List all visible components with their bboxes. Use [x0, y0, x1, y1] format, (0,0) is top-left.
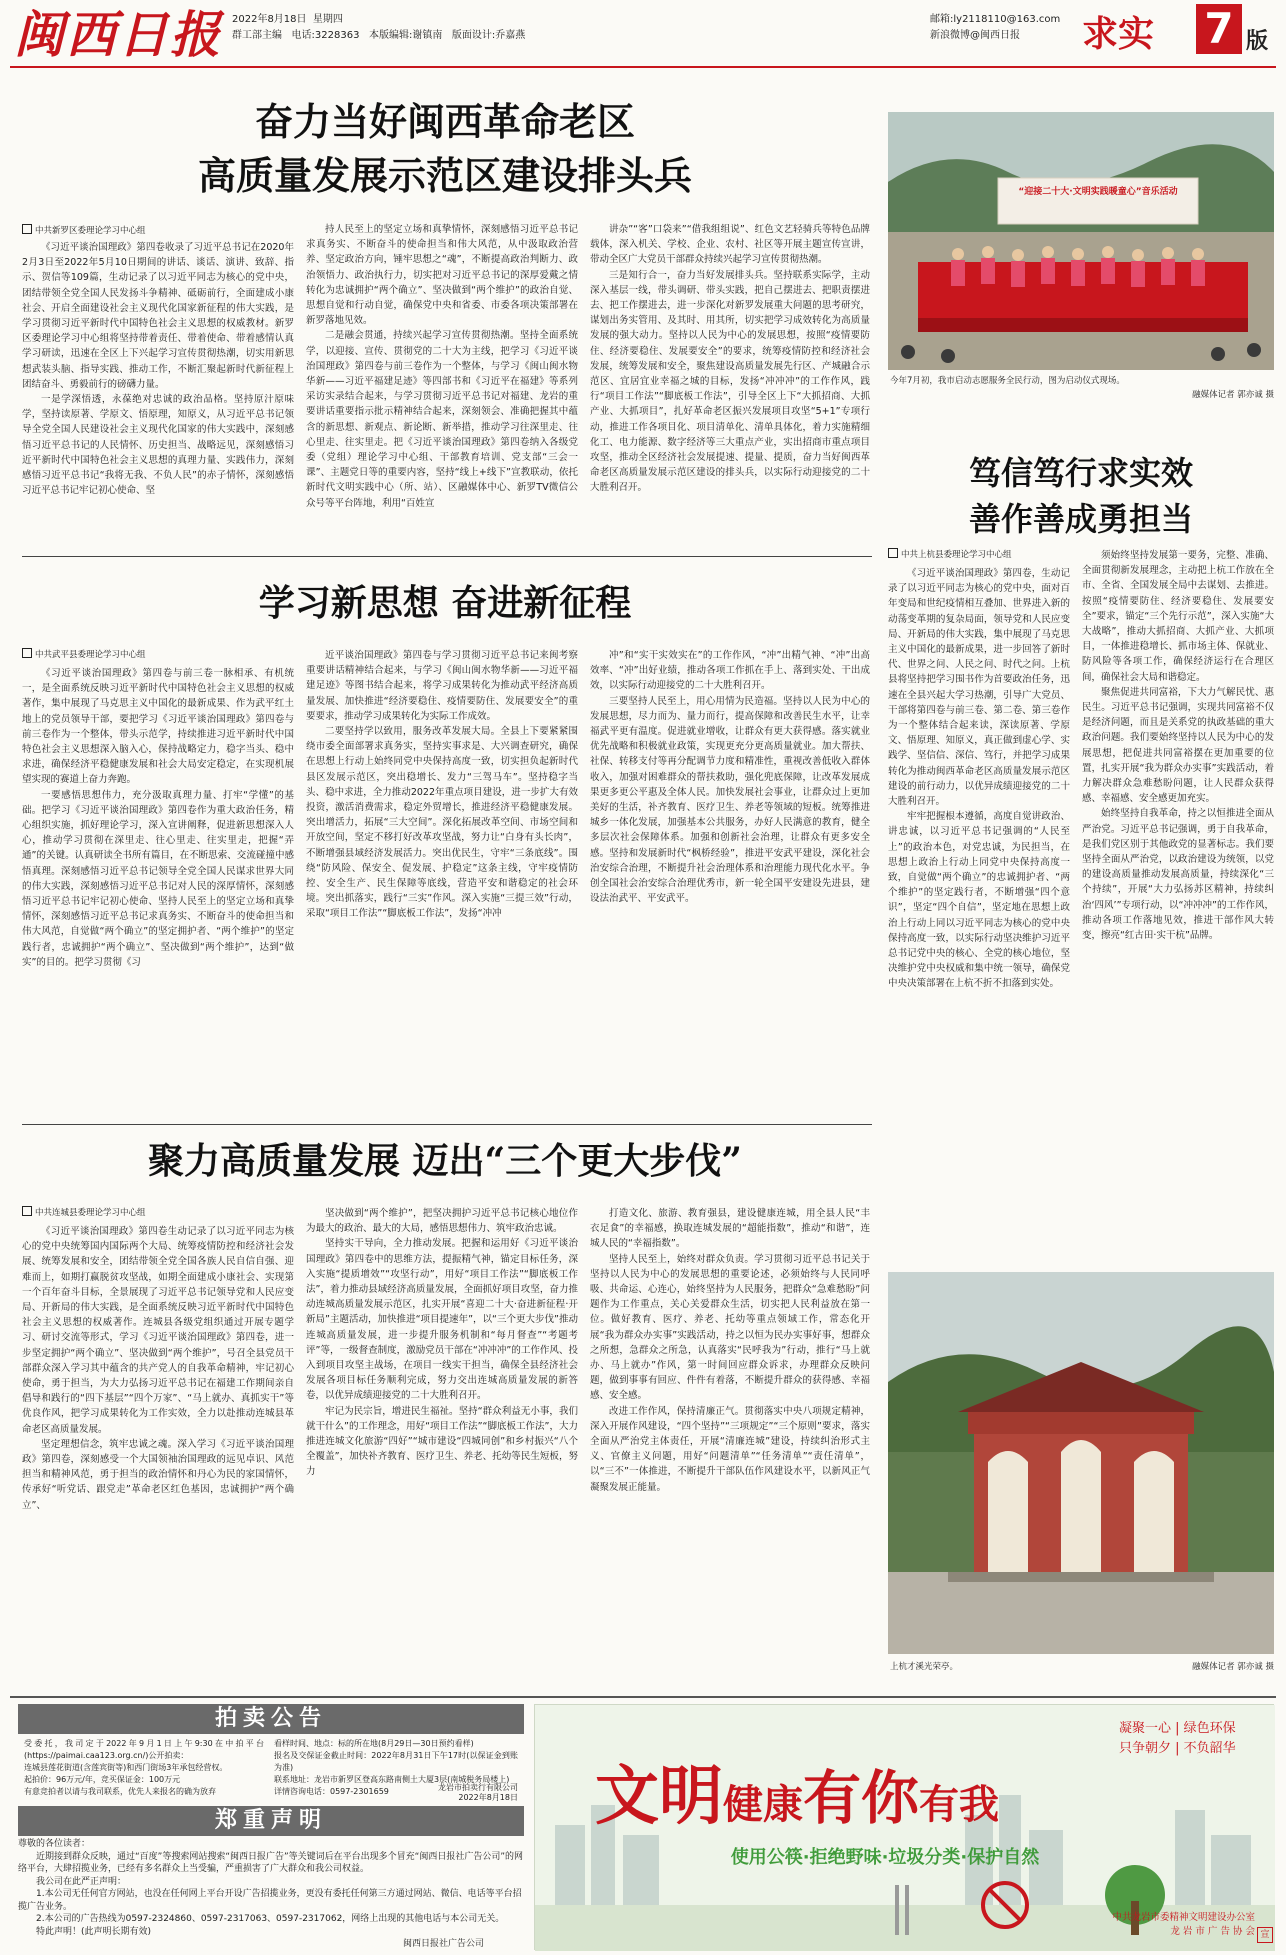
article1-col3-text-para: 三是知行合一，奋力当好发展排头兵。坚持联系实际学，主动深入基层一线，带头调研、带头实践，把自己摆进去、把职责摆进去、把工作摆进去，进一步深化对新罗发展重大问题的思考研究，谋划出务实管用、及其时、用其所，切实把学习成效转化为高质量发展的强大动力。坚持以人民为中心的发展思想，按照“疫情要防住、经济要稳住、发展要安全”的要求，统筹疫情防控和经济社会发展，统筹发展和安全，聚焦建设高质量发展先行区、产城融合示范区、宜居宜业幸福之城的目标，发扬“冲冲冲”的工作作风，践行“项目工作法”“脚底板工作法”，引导全区上下“大抓招商、大抓产业、大抓项目”，扎好革命老区振兴发展项目攻坚“5+1”专项行动，推进工作各项目化、项目清单化、清单具体化，着力实施精细化工、电力能源、数字经济等三大重点产业，实出招商市重点项目攻坚，推动全区经济社会发展提速、提量、提质，奋力当好闽西革命老区高质量发展示范区建设的排头兵，以实际行动迎接党的二十大胜利召开。 — [590, 269, 870, 494]
article2-byline: 中共武平县委理论学习中心组 — [22, 648, 292, 660]
article1-headline-line2: 高质量发展示范区建设排头兵 — [197, 153, 692, 198]
masthead-rule — [10, 66, 1276, 68]
issue-date: 2022年8月18日 — [232, 14, 307, 25]
article4-col2-text-para: 坚持实干导向，全力推动发展。把握和运用好《习近平谈治国理政》第四卷中的思维方法，提振精气神，锚定目标任务，深入实施“提质增效”“攻坚行动”，用好“项目工作法”“脚底板工作法”，着力推动县域经济高质量发展，全面抓好项目攻坚，奋力推动连城高质量发展示范区，扎实开展“喜迎二十大·奋进新征程·开新局”主题活动，加快推进“项目提速年”，以“三个更大步伐”推动连城高质量发展，进一步提升服务机制和“每月督查”“考题考评”等，一级督查制度，激励党员干部在“冲冲冲”的工作作风、投入到项目攻坚主战场，在项目一线实干担当，确保全县经济社会发展各项目标任务顺利完成，努力交出连城高质量发展的新答卷，以优异成绩迎接党的二十大胜利召开。 — [306, 1238, 578, 1402]
divider-a2-a4 — [22, 1124, 872, 1125]
article3-col2 — [1082, 548, 1274, 1258]
article2-col2 — [306, 648, 578, 1114]
ad-main-1: 文明 — [595, 1759, 723, 1834]
masthead-info-row1 — [232, 10, 343, 25]
article2-col1-text-para: 一要感悟思想伟力，充分汲取真理力量、打牢“学懂”的基础。把学习《习近平谈治国理政》第四卷作为重大政治任务，精心组织实施，抓好理论学习，深入宣讲阐释，促进新思想深入人心，推动学习贯彻在深里走、往心里走、往实里走，把握“弄通”的关键。认真研读全书所有篇目，在不断思索、交流碰撞中感悟真理。深刻感悟习近平总书记领导全党全国人民谋求世界大同的伟大实践，深刻感悟习近平总书记对人民的深厚情怀，深刻感悟习近平总书记牢记初心使命、坚持人民至上的坚定立场和真挚情怀，深刻感悟习近平总书记求真务实、不断奋斗的使命担当和伟大风范，自觉做“两个确立”的坚定拥护者、“两个维护”的坚定践行者，忠诚拥护“两个确立”、坚决做到“两个维护”，达到“做实”的目的。把学习贯彻《习 — [22, 789, 294, 968]
article4-byline: 中共连城县委理论学习中心组 — [22, 1206, 292, 1218]
declaration-paragraph1: 近期接到群众反映，通过“百度”等搜索网站搜索“闽西日报广告”等关键词后在平台出现多个冒充“闽西日报社广告公司”的网络平台，大肆招揽业务，已经有多名群众上当受骗，严重损害了广大群众和我公司权益。 — [18, 1851, 523, 1874]
article2-col1-text: 《习近平谈治国理政》第四卷与前三卷一脉相承、有机统一，是全面系统反映习近平新时代中国特色社会主义思想的权威著作，集中展现了马克思主义中国化的最新成果、作为武平红土地上的党员领导干部，要把学习《习近平谈治国理政》第四卷与前三卷作为一个整体，带头示范学，持续推进习近平新时代中国特色社会主义思想深入脑入心，保持战略定力，稳字当头、稳中求进，确保经济平稳健康发展和社会大局安定稳定，在实现机展望实现的赛道上奋力奔跑。 — [22, 668, 294, 786]
article4-col2-text-para: 牢记为民宗旨，增进民生福祉。坚持“群众利益无小事，我们就干什么”的工作理念，用好“项目工作法”“脚底板工作法”，大力推进连城文化旅游“四好”“城市建设“四城同创”和乡村振兴“八个全覆盖”，加快补齐教育、医疗卫生、养老、托幼等民生短板，努力 — [306, 1405, 578, 1478]
article4-col2-text: 坚决做到“两个维护”，把坚决拥护习近平总书记核心地位作为最大的政治、最大的大局，感悟思想伟力、筑牢政治忠诚。 — [306, 1208, 578, 1235]
ad-slogan-1a: 凝聚一心 — [1119, 1721, 1172, 1736]
declaration-body — [18, 1838, 524, 1950]
photo-caixi-pavilion — [888, 1272, 1274, 1654]
issue-weekday: 星期四 — [312, 14, 343, 25]
ad-slogan-2a: 只争朝夕 — [1119, 1741, 1172, 1756]
auction-date: 2022年8月18日 — [458, 1793, 518, 1802]
article2-col2-text-para: 二要坚持学以致用，服务改革发展大局。全县上下要紧紧围绕市委全面部署求真务实，坚持实事求是、大兴调查研究，确保在思想上行动上始终同党中央保持高度一致，切实担负起新时代县区发展示范区，突出稳增长、发力“三驾马车”。坚持稳字当头、稳中求进，全力推动2022年重点项目建设，进一步扩大有效投资，激活消费需求，稳定外贸增长，推进经济平稳健康发展。突出增活力，拓展“三大空间”。深化拓展改革空间、市场空间和开放空间，坚定不移打好改革攻坚战，努力让“白身有头长肉”，不断增强县域经济发展活力。突出优民生，守牢“三条底线”。围绕“防风险、保安全、促发展、护稳定”这条主线，守牢疫情防控、安全生产、民生保障等底线，营造平安和谐稳定的社会环境。突出抓落实，践行“三实”作风。深入实施“三提三效”行动，采取“项目工作法”“脚底板工作法”，发扬“冲冲 — [306, 726, 578, 920]
declaration-salutation: 尊敬的各位读者： — [18, 1839, 91, 1849]
article4-col2 — [306, 1206, 578, 1694]
article3-col1 — [888, 566, 1070, 1258]
article1-col1 — [22, 240, 294, 546]
ad-slogan-2b: 不负韶华 — [1183, 1741, 1236, 1756]
auction-right-text: 看样时间、地点：标的所在地(8月29日—30日预约看样) 报名及交保证金截止时间：2022年8月31日下午17时(以保证金到账为准) 联系地址：龙岩市新罗区登高东路南侧土大厦3层(南城税务局楼上) 详情咨询电话：0597-2301659 — [274, 1739, 518, 1796]
declaration-bar — [18, 1806, 524, 1836]
article3-col2-text-para: 始终坚持自我革命，持之以恒推进全面从严治党。习近平总书记强调，勇于自我革命，是我们党区别于其他政党的显著标志。我们要坚持全面从严治党，以政治建设为统领，以党的建设高质量推动发展高质量，持续深化“三个持续”，开展“大力弘扬苏区精神，持续纠治‘四风’”专项行动，以“冲冲冲”的工作作风，推动各项工作落地见效，推进干部作风大转变，擦亮“红古田·实干杭”品牌。 — [1082, 808, 1274, 942]
ceremony-banner-text: “迎接二十大·文明实践暖童心”音乐活动 — [1018, 187, 1178, 197]
article4-col3 — [590, 1206, 870, 1694]
article3-headline-line2: 善作善成勇担当 — [968, 500, 1193, 538]
page-number-box: 7 — [1196, 4, 1242, 54]
article2-col1 — [22, 666, 294, 1114]
auction-title: 拍卖公告 — [214, 1706, 327, 1731]
auction-company: 龙岩市拍卖行有限公司 — [438, 1783, 518, 1792]
page-suffix: 版 — [1246, 29, 1269, 54]
paper-logo: 闽西日报 — [14, 5, 222, 64]
article4-col3-text-para: 改进工作作风，保持清廉正气。贯彻落实中央八项规定精神，深入开展作风建设，“四个坚持”“三项规定”“三个原则”要求，落实全面从严治党主体责任，开展“清廉连城”建设，持续纠治形式主义、官僚主义问题，用好“问题清单”“任务清单”“责任清单”，以“三不”一体推进，不断提升干部队伍作风建设水平，以新风正气凝聚发展正能量。 — [590, 1405, 870, 1493]
article2-headline: 学习新思想 奋进新征程 — [258, 582, 632, 624]
ad-main-4: 有我 — [919, 1781, 1000, 1828]
article4-headline: 聚力高质量发展 迈出“三个更大步伐” — [148, 1140, 742, 1182]
masthead — [0, 0, 1286, 84]
article1-col3-text: 讲杂”“客”口袋来”“借我组组说”、红色文艺轻骑兵等特色品牌载体，深入机关、学校、企业、农村、社区等开展主题宣传宣讲，带动全区广大党员干部群众持续兴起学习宣传贯彻热潮。 — [590, 224, 870, 266]
article4-col1-text: 《习近平谈治国理政》第四卷生动记录了以习近平同志为核心的党中央统筹国内国际两个大局、统筹疫情防控和经济社会发展、统筹发展和安全，团结带领全党全国各族人民自信自强、迎难而上，如期打赢脱贫攻坚战，如期全面建成小康社会、实现第一个百年奋斗目标，全景展现了习近平总书记领导党和人民应变局、开新局的伟大实践，是全面系统反映习近平新时代中国特色社会主义思想的权威著作。连城县各级党组织通过开展专题学习、研讨交流等形式，学习《习近平谈治国理政》第四卷，进一步坚定拥护“两个确立”、坚决做到“两个维护”，号召全县党员干部群众深入学习其中蕴含的共产党人的自我革命精神，牢记初心使命，勇于担当，为大力弘扬习近平总书记在福建工作期间亲自倡导和践行的“四下基层”“四个万家”、“马上就办、真抓实干”等优良作风，把学习成果转化为工作实效，全力以赴推动连城县革命老区高质量发展。 — [22, 1226, 294, 1435]
photo-volunteer-ceremony — [888, 112, 1274, 370]
article3-headline-line1: 笃信笃行求实效 — [968, 454, 1193, 492]
ad-main-title — [595, 1745, 1115, 1845]
ad-main-2: 健康 — [723, 1781, 803, 1828]
article2-col3 — [590, 648, 870, 1114]
ad-slogan-row1: 凝聚一心 | 绿色环保 — [1119, 1721, 1236, 1736]
page-editor: 本版编辑:谢镇南 — [369, 30, 443, 41]
civilization-ad — [534, 1704, 1274, 1950]
ad-slogan-row2: 只争朝夕 | 不负韶华 — [1119, 1741, 1236, 1756]
declaration-item2: 2.本公司的广告热线为0597-2324860、0597-2317063、0597-2317062，网络上出现的其他电话与本公司无关。 — [36, 1914, 505, 1924]
article1-col3 — [590, 222, 870, 546]
article4-col3-text: 打造文化、旅游、教育强县，建设健康连城，用全县人民“丰衣足食”的幸福感，换取连城发展的“超能指数”，推动“和谐”，连城人民的“幸福指数”。 — [590, 1208, 870, 1250]
photo-ceremony-illustration — [888, 112, 1274, 370]
masthead-info-row2 — [232, 26, 525, 41]
masthead-email: 邮箱:ly2118110@163.com — [930, 14, 1061, 25]
page-designer: 版面设计:乔嘉燕 — [451, 30, 526, 41]
photo1-credit: 融媒体记者 郭亦诚 摄 — [1192, 390, 1274, 400]
article1-headline-line1: 奋力当好闽西革命老区 — [254, 99, 635, 144]
duty-editor: 群工部主编 — [232, 30, 282, 41]
article3-col2-text-para: 聚焦促进共同富裕，下大力气解民忧、惠民生。习近平总书记强调，实现共同富裕不仅是经济问题，而且是关系党的执政基础的重大政治问题。我们要始终坚持以人民为中心的发展思想，把促进共同富裕摆在更加重要的位置，扎实开展“我为群众办实事”实践活动，着力解决群众急难愁盼问题，让人民群众获得感、幸福感、安全感更加充实。 — [1082, 686, 1274, 805]
article1-col2 — [306, 222, 578, 546]
article4-col3-text-para: 坚持人民至上，始终对群众负责。学习贯彻习近平总书记关于坚持以人民为中心的发展思想的重要论述，必须始终与人民同呼吸、共命运、心连心，始终坚持为人民服务，把群众“急难愁盼”问题作为工作重点，关心关爱群众生活，切实把人民利益放在第一位。做好教育、医疗、养老、托幼等重点领域工作，常态化开展“我为群众办实事”实践活动，持之以恒为民办实事好事，想群众之所想，急群众之所急，认真落实“民呼我为”行动，推行“马上就办、马上就办”作风，第一时间回应群众诉求，办理群众反映问题，做到事事有回应、件件有着落，不断提升群众的获得感、幸福感、安全感。 — [590, 1253, 870, 1402]
declaration-heading: 郑重声明 — [214, 1808, 327, 1833]
declaration-paragraph2: 我公司在此严正声明： — [36, 1876, 127, 1887]
declaration-closing: 特此声明！(此声明长期有效) — [36, 1926, 152, 1937]
ad-slogan-1b: 绿色环保 — [1183, 1721, 1236, 1736]
masthead-weibo: 新浪微博@闽西日报 — [930, 30, 1020, 41]
article1-col2-text-para: 二是融会贯通，持续兴起学习宣传贯彻热潮。坚持全面系统学，以迎接、宣传、贯彻党的二十大为主线，把学习《习近平谈治国理政》第四卷与前三卷作为一个整体，与学习《闽山闽水物华新——习近平福建足迹》等四部书和《习近平在福建》等系列采访实录结合起来，与学习贯彻习近平总书记对福建、龙岩的重要讲话重要指示批示精神结合起来，深刻领会、准确把握其中蕴含的新思想、新观点、新论断、新举措，推动学习往深里走、往心里走、往实里走。把《习近平谈治国理政》第四卷纳入各级党委（党组）理论学习中心组、干部教育培训、党支部“三会一课”、主题党日等的重要内容，坚持“线上+线下”宣教联动，依托新时代文明实践中心（所、站）、区融媒体中心、新罗TV微信公众号等平台阵地，利用“百姓宣 — [306, 330, 578, 509]
article3-col1-text: 《习近平谈治国理政》第四卷，生动记录了以习近平同志为核心的党中央，面对百年变局和世纪疫情相互叠加、世界进入新的动荡变革期的复杂局面，领导党和人民应变局、开新局的伟大实践，集中展现了马克思主义中国化的最新成果，进一步回答了新时代、世界之问、人民之问、时代之问。上杭县将坚持把学习围书作为首要政治任务，迅速在全县兴起大学习热潮，引导广大党员、干部将第四卷与前三卷、第二卷、第三卷作为一个整体结合起来读，深读原著、学原文、悟原理、知原义，真正做到虚心学、实践学、坚信信、深信、笃行，并把学习成果转化为推动闽西革命老区高质量发展示范区建设的前行动力，以优异成绩迎接党的二十大胜利召开。 — [888, 568, 1070, 808]
article1-byline: 中共新罗区委理论学习中心组 — [22, 224, 292, 236]
photo2-credit: 融媒体记者 郭亦诚 摄 — [1192, 1662, 1274, 1672]
ad-sub-slogan: 使用公筷·拒绝野味·垃圾分类·保护自然 — [730, 1847, 1040, 1868]
ad-seal: 宣 — [1257, 1927, 1273, 1943]
article3-col2-text: 须始终坚持发展第一要务，完整、准确、全面贯彻新发展理念，主动把上杭工作放在全市、全省、全国发展全局中去谋划、去推进。按照“疫情要防住、经济要稳住、发展要安全”要求，锚定“三个先行示范”，深入实施“大大战略”，推动大抓招商、大抓产业、大抓项目，一体推进稳增长、抓市场主体、保就业、防风险等各项工作，确保经济运行在合理区间，确保社会大局和谐稳定。 — [1082, 550, 1274, 683]
ad-sponsor-2: 龙 岩 市 广 告 协 会 — [1170, 1926, 1255, 1937]
ad-sponsors — [1065, 1911, 1255, 1939]
article1-col1-text-para: 一是学深悟透，永葆绝对忠诚的政治品格。坚持原汁原味学，坚持读原著、学原文、悟原理，知原义，从习近平总书记领导全党全国人民建设社会主义现代化国家的伟大实践中，深刻感悟习近平总书记的人民情怀、历史担当、战略远见，深刻感悟习近平新时代中国特色社会主义思想的真理力量、实践伟力，深刻感悟习近平总书记“我将无我、不负人民”的赤子情怀，深刻感悟习近平总书记牢记初心使命、坚 — [22, 394, 294, 497]
auction-title-bar — [18, 1704, 524, 1734]
photo2-caption: 上杭才溪光荣亭。 — [890, 1662, 959, 1672]
article2-col2-text: 近平谈治国理政》第四卷与学习贯彻习近平总书记来闽考察重要讲话精神结合起来，与学习《闽山闽水物华新——习近平福建足迹》等图书结合起来，将学习成果转化为推动武平经济高质量发展、加快推进“经济要稳住、疫情要防住、发展要安全”的重要要求，推动学习成果转化为实际工作成效。 — [306, 650, 578, 722]
divider-bottom — [10, 1696, 1276, 1698]
article2-col3-text-para: 三要坚持人民至上，用心用情为民造福。坚持以人民为中心的发展思想，尽力而为、量力而行，提高保障和改善民生水平，让幸福武平更有温度。促进就业增收，让群众有更大获得感。落实就业优先战略和积极就业政策，实现更充分更高质量就业。加大帮扶、社保、转移支付等再分配调节力度和精准性，重视改善低收入群体收入，加强对困难群众的帮扶救助，强化兜底保障，让改革发展成果更多更公平惠及全体人民。加快发展社会事业，让群众过上更加美好的生活，补齐教育、医疗卫生、养老等领域的短板。统筹推进城乡一体化发展，加强基本公共服务，办好人民满意的教育，健全多层次社会保障体系。加强和创新社会治理，让群众有更多安全感。坚持和发展新时代“枫桥经验”，推进平安武平建设，深化社会治安综合治理，不断提升社会治理体系和治理能力现代化水平。争创全国社会治安综合治理优秀市，新一轮全国平安建设先进县，建设法治武平、平安武平。 — [590, 695, 870, 905]
article4-col1-text-para: 坚定理想信念，筑牢忠诚之魂。深入学习《习近平谈治国理政》第四卷，深刻感受一个大国领袖治国理政的远见卓识、风范担当和精神风范，勇于担当的政治情怀和丹心为民的家国情怀，传承好“听党话、跟党走”革命老区红色基因，忠诚拥护“两个确立”、 — [22, 1438, 294, 1511]
ad-sponsor-1: 中共龙岩市委精神文明建设办公室 — [1112, 1912, 1255, 1923]
photo1-caption: 今年7月初，我市启动志愿服务全民行动，图为启动仪式现场。 — [890, 376, 1125, 386]
auction-left-text: 受委托，我司定于2022年9月1日上午9:30在中拍平台(https://paimai.caa123.org.cn/)公开拍卖： 连城县莲花街道(含莲宾街等)和西门街场3年承包经营权。 起拍价：96万元/年，竞买保证金：100万元 有意竞拍者以请与我司联系，优先人来报名的确为放弃 — [24, 1739, 264, 1796]
ad-slogan-box — [1119, 1719, 1259, 1759]
auction-body — [18, 1736, 524, 1802]
declaration-signature: 闽西日报社广告公司 — [402, 1939, 484, 1949]
article3-col1-text-para: 牢牢把握根本遵循，高度自觉讲政治、讲忠诚，以习近平总书记强调的“人民至上”的政治本色，对党忠诚，为民担当，在思想上政治上行动上同党中央保持高度一致，自觉做“两个确立”的忠诚拥护者、“两个维护”的坚定践行者，不断增强“四个意识”，坚定“四个自信”，坚定地在思想上政治上行动上同以习近平同志为核心的党中央保持高度一致，以实际行动坚决维护习近平总书记党中央的核心、全党的核心地位，坚决维护党中央权威和集中统一领导，确保党中央决策部署在上杭不折不扣落到实处。 — [888, 811, 1070, 990]
editor-phone: 电话:3228363 — [291, 30, 360, 41]
article1-col1-text: 《习近平谈治国理政》第四卷收录了习近平总书记在2020年2月3日至2022年5月10日期间的讲话、谈话、演讲、致辞、指示、贺信等109篇，生动记录了以习近平同志为核心的党中央，团结带领全党全国人民发扬斗争精神、砥砺前行，全面建成小康社会、开启全面建设社会主义现代化国家新征程的伟大实践，是学习贯彻习近平新时代中国特色社会主义思想的权威教材。新罗区委理论学习中心组将坚持带着责任、带着使命、带着感情认真学习研读，迅速在全区上下兴起学习宣传贯彻热潮，切实用新思想武装头脑、指导实践、推动工作，不断汇聚起新时代新征程上团结奋斗、勇毅前行的磅礴力量。 — [22, 242, 294, 390]
article2-col3-text: 冲”和“实干实效实在”的工作作风，“冲”出精气神、“冲”出高效率、“冲”出好业绩，推动各项工作抓在手上、落到实处、干出成效，以实际行动迎接党的二十大胜利召开。 — [590, 650, 870, 692]
article1-col2-text: 持人民至上的坚定立场和真挚情怀，深刻感悟习近平总书记求真务实、不断奋斗的使命担当和伟大风范，从中汲取政治营养、坚定政治方向，锤牢思想之“魂”，不断提高政治判断力、政治领悟力、政治执行力，切实把对习近平总书记的深厚爱戴之情转化为忠诚拥护“两个确立”、坚决做到“两个维护”的政治自觉、思想自觉和行动自觉，确保党中央和省委、市委各项决策部署在新罗落地见效。 — [306, 224, 578, 327]
section-name: 求实 — [1082, 14, 1155, 55]
photo-pavilion-illustration — [888, 1272, 1274, 1654]
article3-byline: 中共上杭县委理论学习中心组 — [888, 548, 1068, 560]
article4-col1 — [22, 1224, 294, 1694]
divider-a1-a2 — [22, 556, 872, 557]
declaration-item1: 1.本公司无任何官方网站，也没在任何网上平台开设广告招揽业务，更没有委托任何第三方通过网站、微信、电话等平台招揽广告业务。 — [18, 1889, 522, 1912]
ad-main-3: 有你 — [803, 1764, 920, 1832]
